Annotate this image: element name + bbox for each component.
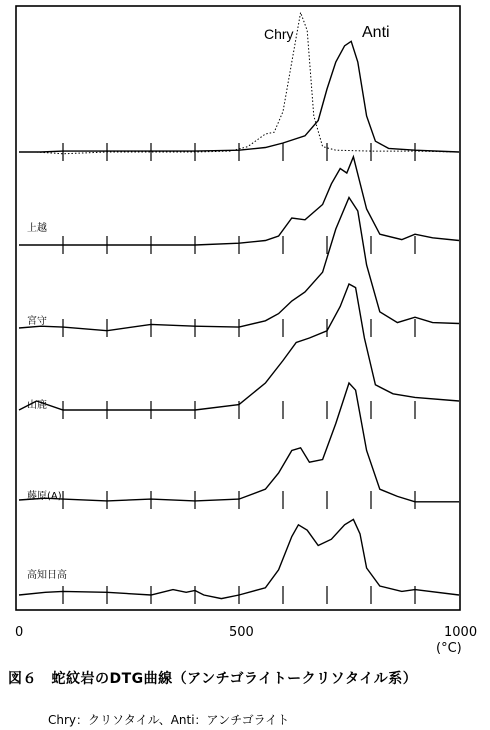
sample-curves [19, 157, 459, 599]
series-label-chry: Chry [264, 26, 294, 42]
plot-frame [16, 6, 460, 610]
sample-label: 藤原(A) [27, 491, 62, 502]
reference-curves [19, 13, 459, 154]
x-tick-label: 0 [15, 625, 24, 640]
x-tick-label: 500 [229, 625, 254, 640]
sample-curve [19, 198, 459, 331]
x-unit-label: (°C) [436, 641, 462, 656]
sample-curve [19, 383, 459, 502]
sample-label: 山鹿 [27, 400, 47, 411]
minor-ticks [63, 143, 415, 604]
sample-curve [19, 157, 459, 245]
figure-caption: 図６ 蛇紋岩のDTG曲線（アンチゴライトークリソタイル系） [8, 671, 418, 687]
sample-label: 高知日高 [27, 570, 67, 581]
sample-label: 上越 [27, 223, 47, 234]
curve-anti [19, 41, 459, 152]
series-label-anti: Anti [362, 24, 390, 41]
curve-chry [19, 13, 459, 154]
legend-note: Chry：クリソタイル、Anti：アンチゴライト [48, 713, 290, 727]
sample-label: 宮守 [27, 316, 47, 327]
sample-curve [19, 284, 459, 410]
x-tick-label: 1000 [444, 625, 478, 640]
